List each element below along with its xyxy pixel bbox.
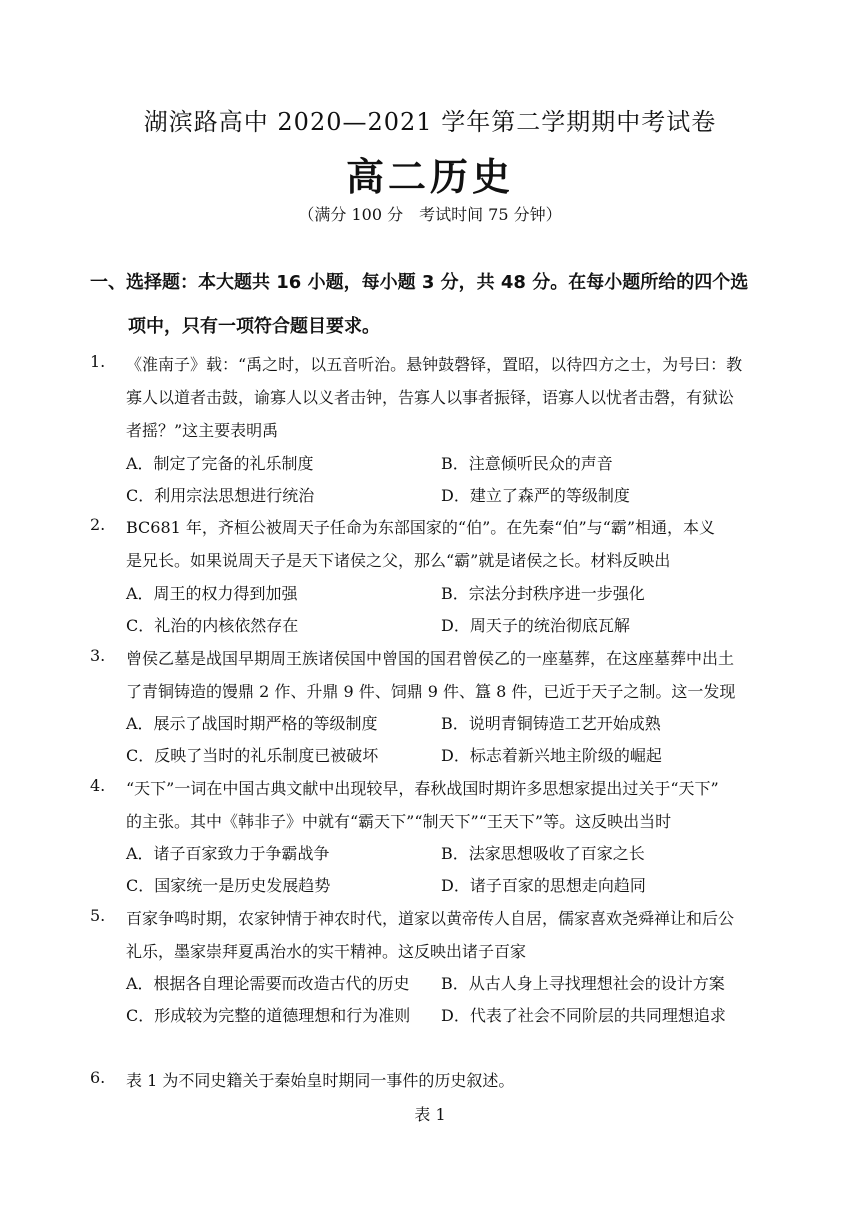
option-b: B．注意倾听民众的声音 xyxy=(441,454,613,473)
option-d: D．周天子的统治彻底瓦解 xyxy=(441,616,630,635)
question-text-line: 《淮南子》载：“禹之时，以五音听治。悬钟鼓磬铎，置昭，以待四方之士，为号曰：教 xyxy=(126,355,743,374)
question-text-line: 百家争鸣时期，农家钟情于神农时代，道家以黄帝传人自居，儒家喜欢尧舜禅让和后公 xyxy=(126,909,735,928)
option-a: A．根据各自理论需要而改造古代的历史 xyxy=(126,974,410,993)
table-caption: 表 1 xyxy=(414,1105,446,1124)
subject-title: 高二历史 xyxy=(345,155,514,199)
school-title: 湖滨路高中 2020—2021 学年第二学期期中考试卷 xyxy=(143,108,717,136)
exam-info: （满分 100 分 考试时间 75 分钟） xyxy=(298,205,562,224)
option-c: C．国家统一是历史发展趋势 xyxy=(126,876,331,895)
option-d: D．诸子百家的思想走向趋同 xyxy=(441,876,646,895)
question-number: 3. xyxy=(90,646,106,665)
question-number: 2. xyxy=(90,515,106,534)
question-number: 5. xyxy=(90,906,106,925)
section-heading-line2: 项中，只有一项符合题目要求。 xyxy=(128,316,380,337)
option-d: D．建立了森严的等级制度 xyxy=(441,486,630,505)
option-d: D．代表了社会不同阶层的共同理想追求 xyxy=(441,1006,726,1025)
question-text-line: BC681 年，齐桓公被周天子任命为东部国家的“伯”。在先秦“伯”与“霸”相通，本义 xyxy=(126,518,716,537)
question-text-line: 了青铜铸造的馒鼎 2 作、升鼎 9 件、饲鼎 9 件、簋 8 件，已近于天子之制。这一发现 xyxy=(126,682,736,701)
option-b: B．说明青铜铸造工艺开始成熟 xyxy=(441,714,661,733)
option-b: B．从古人身上寻找理想社会的设计方案 xyxy=(441,974,725,993)
question-text-line: 寡人以道者击鼓，谕寡人以义者击钟，告寡人以事者振铎，语寡人以忧者击磬，有狱讼 xyxy=(126,388,735,407)
question-text-line: 表 1 为不同史籍关于秦始皇时期同一事件的历史叙述。 xyxy=(126,1071,515,1090)
option-c: C．反映了当时的礼乐制度已被破坏 xyxy=(126,746,379,765)
option-d: D．标志着新兴地主阶级的崛起 xyxy=(441,746,662,765)
question-number: 1. xyxy=(90,352,106,371)
option-a: A．诸子百家致力于争霸战争 xyxy=(126,844,330,863)
option-c: C．形成较为完整的道德理想和行为准则 xyxy=(126,1006,411,1025)
question-text-line: 者摇？”这主要表明禹 xyxy=(126,421,279,440)
question-text-line: “天下”一词在中国古典文献中出现较早，春秋战国时期许多思想家提出过关于“天下” xyxy=(126,779,719,798)
question-text-line: 礼乐，墨家崇拜夏禹治水的实干精神。这反映出诸子百家 xyxy=(126,942,527,961)
option-a: A．周王的权力得到加强 xyxy=(126,584,298,603)
option-b: B．宗法分封秩序进一步强化 xyxy=(441,584,645,603)
question-text-line: 曾侯乙墓是战国早期周王族诸侯国中曾国的国君曾侯乙的一座墓葬，在这座墓葬中出土 xyxy=(126,649,735,668)
option-c: C．利用宗法思想进行统治 xyxy=(126,486,315,505)
section-heading-line1: 一、选择题：本大题共 16 小题，每小题 3 分，共 48 分。在每小题所给的四个选 xyxy=(90,272,749,293)
option-c: C．礼治的内核依然存在 xyxy=(126,616,299,635)
question-number: 4. xyxy=(90,776,106,795)
option-b: B．法家思想吸收了百家之长 xyxy=(441,844,645,863)
question-text-line: 的主张。其中《韩非子》中就有“霸天下”“制天下”“王天下”等。这反映出当时 xyxy=(126,812,672,831)
option-a: A．制定了完备的礼乐制度 xyxy=(126,454,314,473)
option-a: A．展示了战国时期严格的等级制度 xyxy=(126,714,378,733)
question-text-line: 是兄长。如果说周天子是天下诸侯之父，那么“霸”就是诸侯之长。材料反映出 xyxy=(126,551,671,570)
question-number: 6. xyxy=(90,1068,106,1087)
